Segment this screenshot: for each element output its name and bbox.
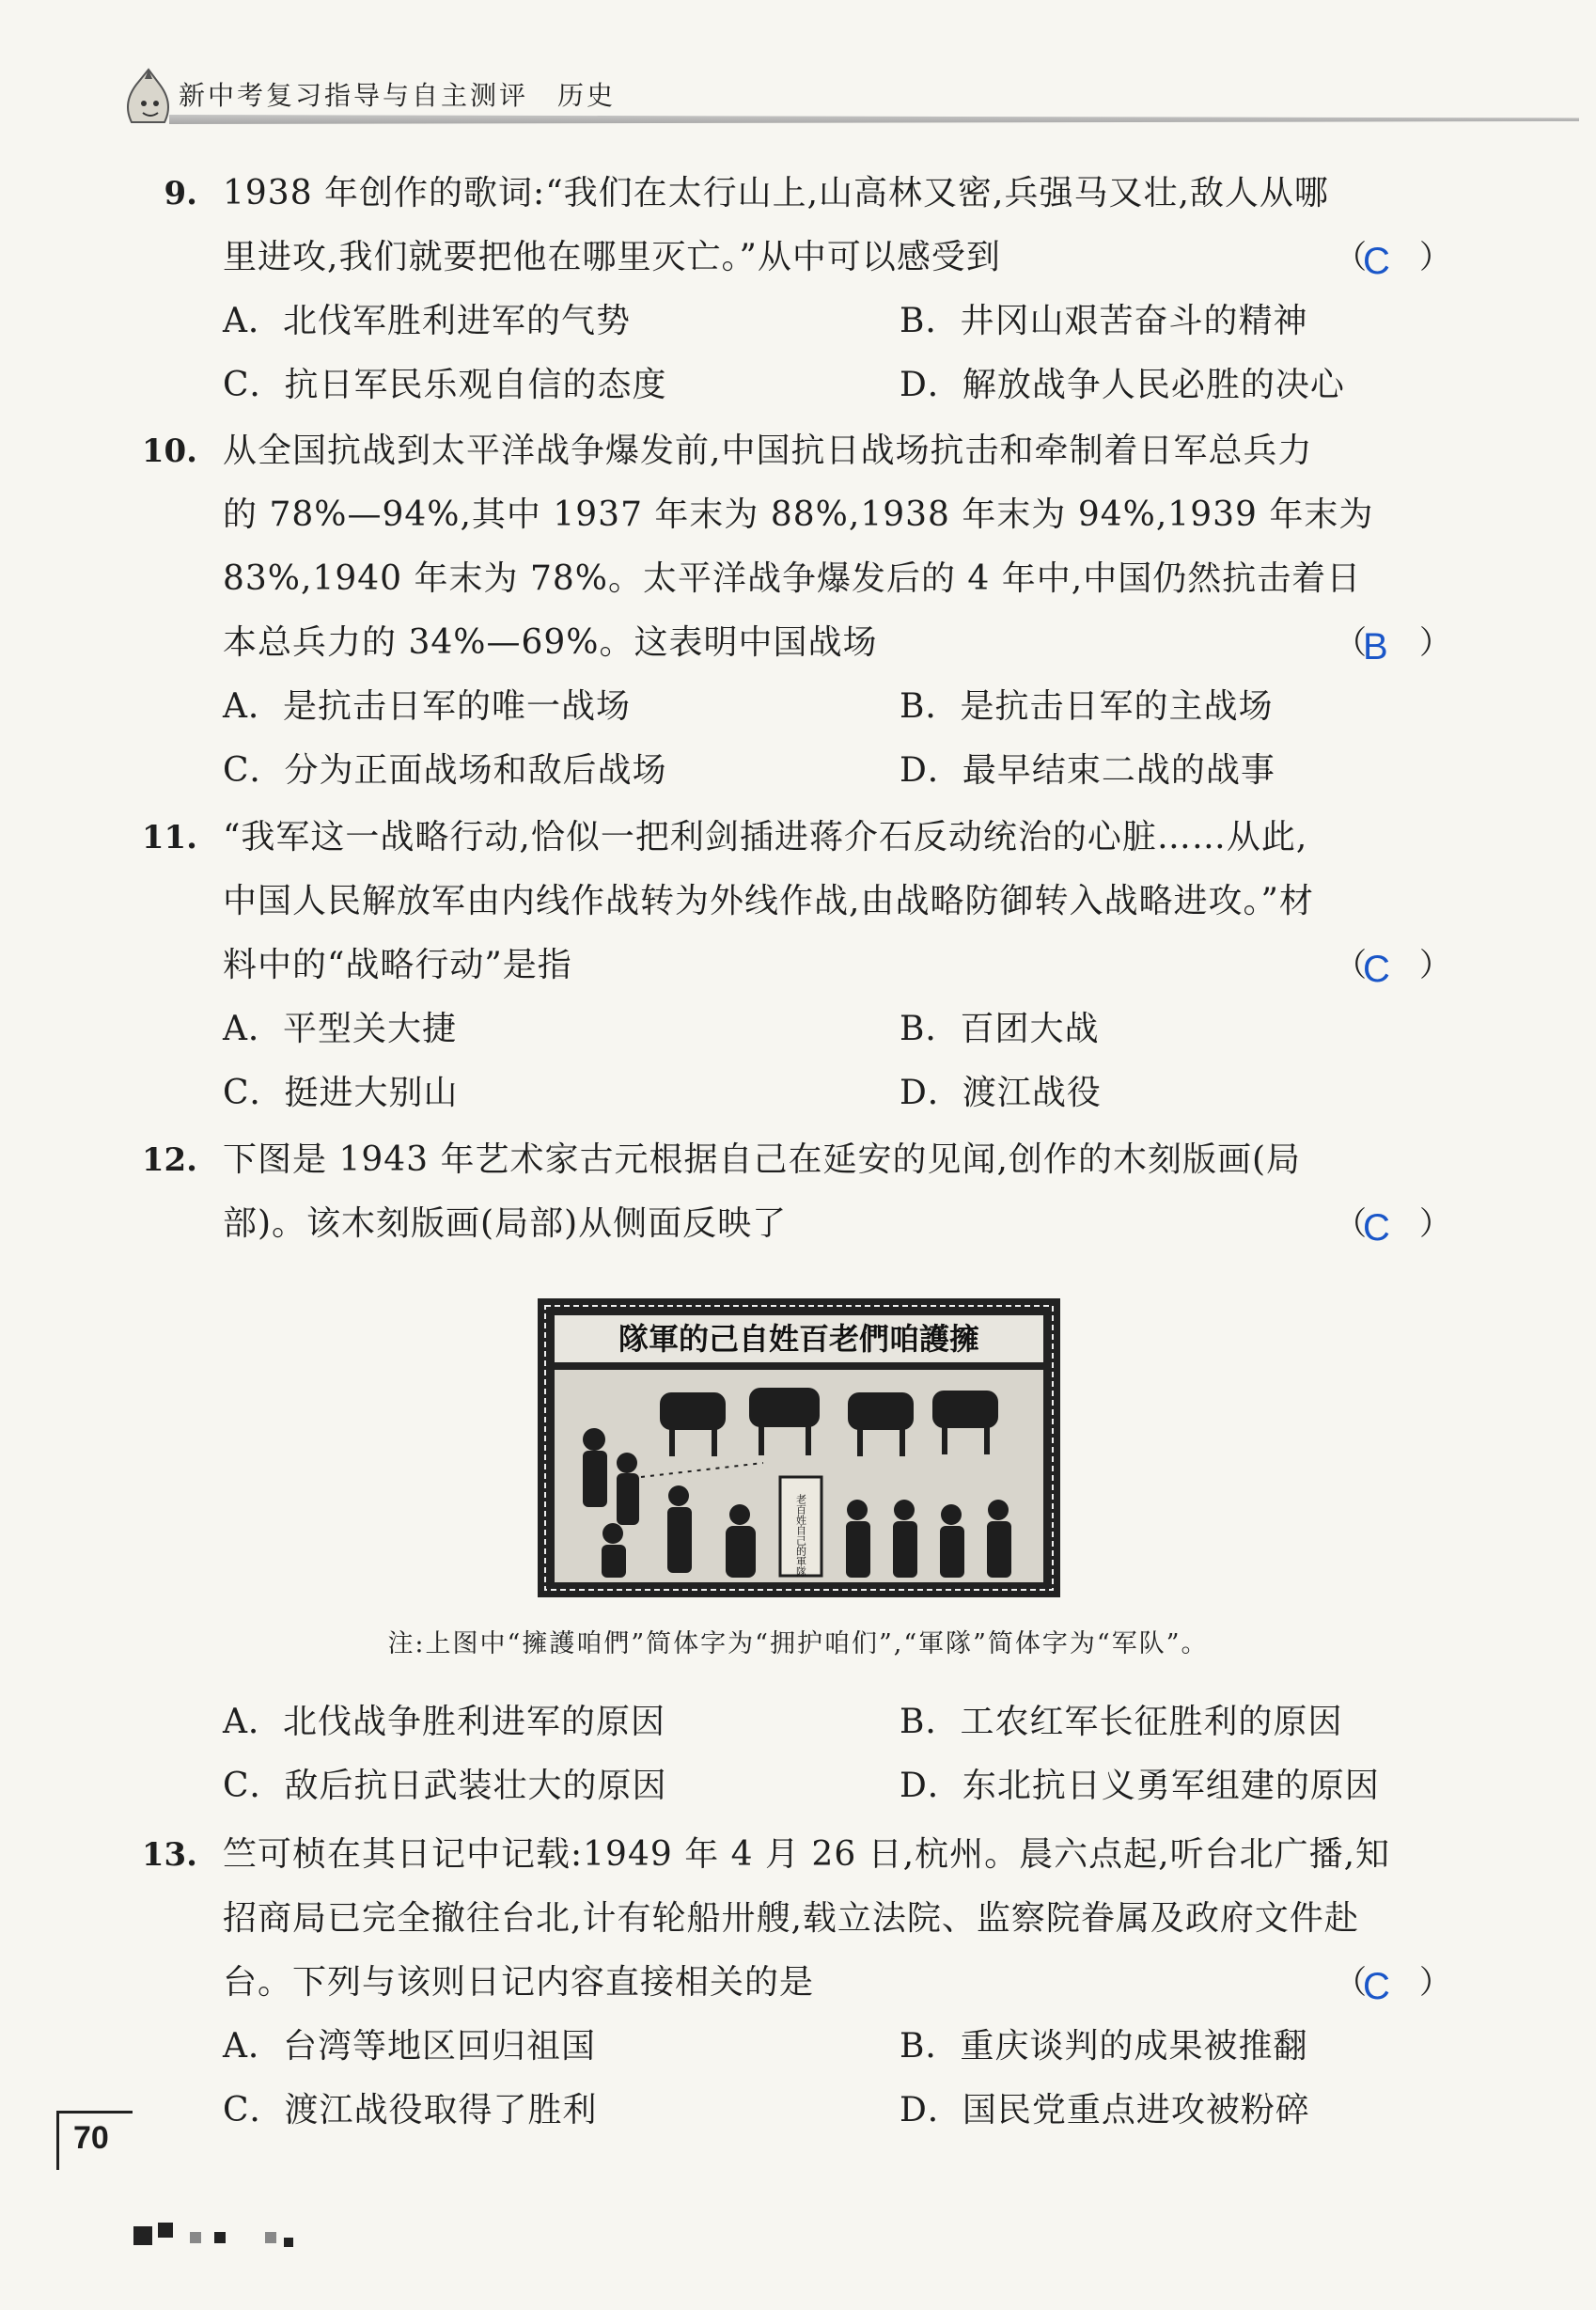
question-stem-line: 83%,1940 年末为 78%。太平洋战争爆发后的 4 年中,中国仍然抗击着日 bbox=[223, 559, 1362, 598]
question-10: 10. 从全国抗战到太平洋战争爆发前,中国抗日战场抗击和牵制着日军总兵力 的 78%—94%,其中 1937 年末为 88%,1938 年末为 94%,1939 年末为 83%,1940 年末为 78%。太平洋战争爆发后的 4 年中,中国仍然抗击着日 本总兵力的 34%—69%。这表明中国战场 （ B ） A．是抗击日军的唯一战场 B．是抗击日军的主战场 C．分为正面战场和敌后战场 D．最早结束二战的战事 bbox=[174, 419, 1443, 803]
answer-letter: C bbox=[1363, 1207, 1390, 1249]
answer-letter: C bbox=[1363, 241, 1390, 282]
book-title: 新中考复习指导与自主测评 历史 bbox=[179, 80, 617, 111]
question-stem-line: 中国人民解放军由内线作战转为外线作战,由战略防御转入战略进攻。”材 bbox=[223, 882, 1314, 920]
question-stem-line: 招商局已完全撤往台北,计有轮船卅艘,载立法院、监察院眷属及政府文件赴 bbox=[223, 1899, 1359, 1938]
question-number: 13. bbox=[141, 1836, 197, 1874]
question-number: 9. bbox=[164, 175, 197, 212]
question-9: 9. 1938 年创作的歌词:“我们在太行山上,山高林又密,兵强马又壮,敌人从哪 里进攻,我们就要把他在哪里灭亡。”从中可以感受到 （ C ） A．北伐军胜利进军的气势 B．井冈山艰苦奋斗的精神 C．抗日军民乐观自信的态度 D．解放战争人民必胜的决心 bbox=[174, 162, 1443, 417]
option-c: C．渡江战役取得了胜利 bbox=[223, 2091, 598, 2129]
decor-square bbox=[158, 2223, 173, 2238]
option-d: D．国民党重点进攻被粉碎 bbox=[900, 2091, 1310, 2129]
woodcut-print-image bbox=[538, 1298, 1060, 1597]
option-b: B．百团大战 bbox=[900, 1010, 1100, 1048]
option-a: A．台湾等地区回归祖国 bbox=[223, 2027, 596, 2066]
image-caption: 注:上图中“擁護咱們”简体字为“拥护咱们”,“軍隊”简体字为“军队”。 bbox=[387, 1629, 1209, 1658]
option-c: C．分为正面战场和敌后战场 bbox=[223, 751, 667, 790]
decor-square bbox=[284, 2238, 293, 2247]
option-d: D．解放战争人民必胜的决心 bbox=[900, 366, 1345, 404]
question-stem-line: 料中的“战略行动”是指 bbox=[223, 946, 572, 984]
option-c: C．挺进大别山 bbox=[223, 1074, 459, 1112]
decor-square bbox=[190, 2232, 201, 2243]
question-number: 11. bbox=[141, 819, 197, 856]
question-12: 12. 下图是 1943 年艺术家古元根据自己在延安的见闻,创作的木刻版画(局 部)。该木刻版画(局部)从侧面反映了 （ C ） bbox=[174, 1128, 1443, 1256]
decor-square bbox=[133, 2226, 152, 2245]
option-c: C．抗日军民乐观自信的态度 bbox=[223, 366, 667, 404]
question-stem-line: 从全国抗战到太平洋战争爆发前,中国抗日战场抗击和牵制着日军总兵力 bbox=[223, 432, 1313, 470]
option-a: A．北伐战争胜利进军的原因 bbox=[223, 1703, 665, 1741]
question-stem-line: “我军这一战略行动,恰似一把利剑插进蒋介石反动统治的心脏……从此, bbox=[223, 818, 1308, 856]
option-d: D．最早结束二战的战事 bbox=[900, 751, 1275, 790]
question-number: 10. bbox=[141, 432, 197, 470]
question-stem-line: 里进攻,我们就要把他在哪里灭亡。”从中可以感受到 bbox=[223, 238, 1001, 276]
question-number: 12. bbox=[141, 1141, 197, 1179]
option-a: A．是抗击日军的唯一战场 bbox=[223, 687, 631, 726]
answer-letter: C bbox=[1363, 949, 1390, 990]
question-stem-line: 下图是 1943 年艺术家古元根据自己在延安的见闻,创作的木刻版画(局 bbox=[223, 1140, 1301, 1179]
question-11: 11. “我军这一战略行动,恰似一把利剑插进蒋介石反动统治的心脏……从此, 中国人民解放军由内线作战转为外线作战,由战略防御转入战略进攻。”材 料中的“战略行动”是指 （ C ） A．平型关大捷 B．百团大战 C．挺进大别山 D．渡江战役 bbox=[174, 806, 1443, 1125]
question-stem-line: 台。下列与该则日记内容直接相关的是 bbox=[223, 1963, 815, 2002]
page-number: 70 bbox=[73, 2120, 109, 2156]
question-stem-line: 1938 年创作的歌词:“我们在太行山上,山高林又密,兵强马又壮,敌人从哪 bbox=[223, 174, 1329, 212]
option-d: D．渡江战役 bbox=[900, 1074, 1102, 1112]
decor-square bbox=[265, 2232, 276, 2243]
option-c: C．敌后抗日武装壮大的原因 bbox=[223, 1767, 667, 1805]
question-stem-line: 本总兵力的 34%—69%。这表明中国战场 bbox=[223, 623, 878, 662]
woodcut-banner-text: 隊軍的己自姓百老們咱護擁 bbox=[618, 1321, 980, 1357]
option-b: B．重庆谈判的成果被推翻 bbox=[900, 2027, 1308, 2066]
option-b: B．工农红军长征胜利的原因 bbox=[900, 1703, 1343, 1741]
page-header bbox=[113, 66, 1579, 132]
question-stem-line: 的 78%—94%,其中 1937 年末为 88%,1938 年末为 94%,1939 年末为 bbox=[223, 495, 1374, 534]
question-12-options bbox=[174, 1690, 1443, 1818]
question-stem-line: 部)。该木刻版画(局部)从侧面反映了 bbox=[223, 1204, 788, 1243]
question-13: 13. 竺可桢在其日记中记载:1949 年 4 月 26 日,杭州。晨六点起,听台北广播,知 招商局已完全撤往台北,计有轮船卅艘,载立法院、监察院眷属及政府文件赴 台。下列与该则日记内容直接相关的是 （ C ） A．台湾等地区回归祖国 B．重庆谈判的成果被推翻 C．渡江战役取得了胜利 D．国民党重点进攻被粉碎 bbox=[174, 1823, 1443, 2143]
answer-letter: B bbox=[1363, 626, 1388, 668]
option-b: B．井冈山艰苦奋斗的精神 bbox=[900, 302, 1308, 340]
header-rule bbox=[169, 115, 1579, 124]
option-a: A．平型关大捷 bbox=[223, 1010, 457, 1048]
woodcut-sign-text: 老百姓自己的軍隊 bbox=[794, 1494, 807, 1577]
answer-letter: C bbox=[1363, 1966, 1390, 2007]
option-d: D．东北抗日义勇军组建的原因 bbox=[900, 1767, 1380, 1805]
option-a: A．北伐军胜利进军的气势 bbox=[223, 302, 631, 340]
decor-square bbox=[214, 2232, 226, 2243]
question-stem-line: 竺可桢在其日记中记载:1949 年 4 月 26 日,杭州。晨六点起,听台北广播,知 bbox=[223, 1835, 1391, 1874]
option-b: B．是抗击日军的主战场 bbox=[900, 687, 1274, 726]
